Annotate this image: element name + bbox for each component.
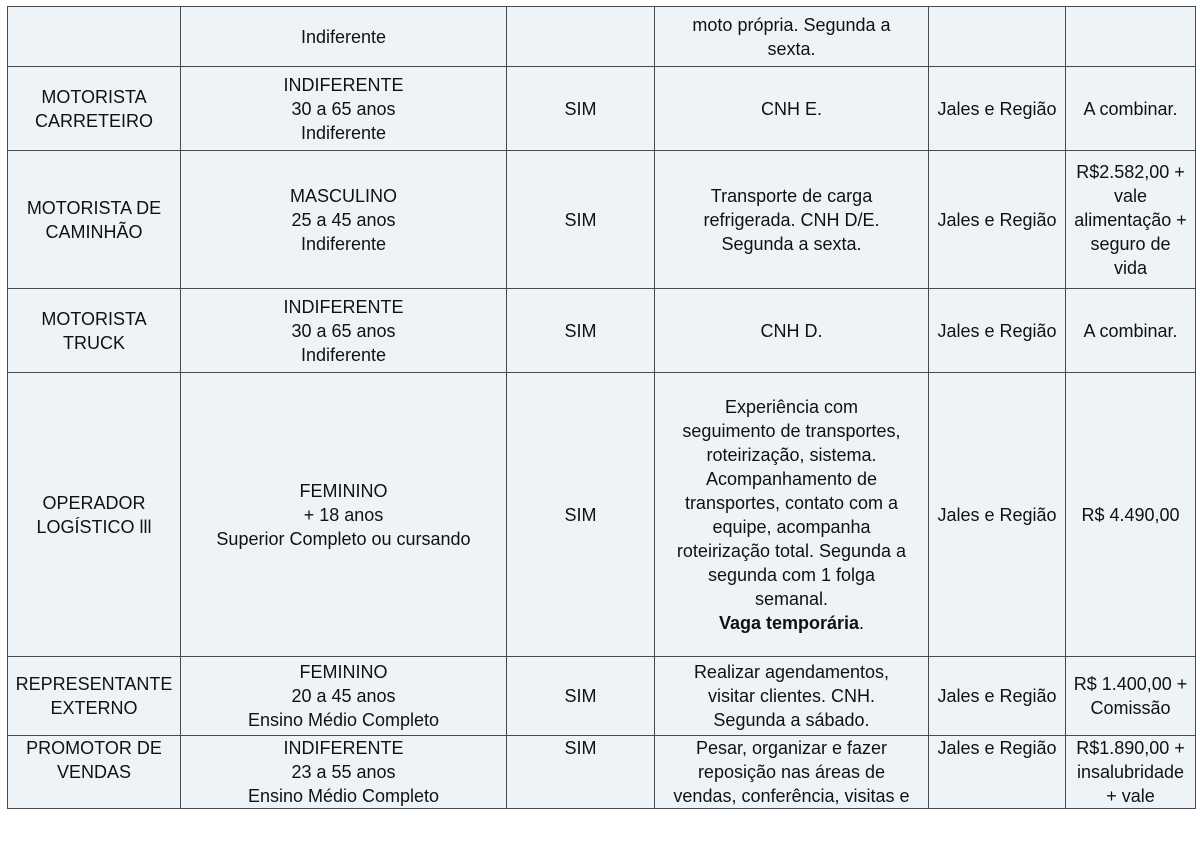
cell-line: INDIFERENTE	[283, 738, 404, 758]
cell-line: Jales e Região	[937, 738, 1057, 758]
cell-line: R$1.890,00 +	[1076, 738, 1185, 758]
cell-line: Jales e Região	[937, 686, 1057, 706]
cell-line: roteirização total. Segunda a	[676, 540, 907, 561]
details-cell	[655, 289, 929, 373]
cell-line: INDIFERENTE	[283, 296, 404, 317]
cnh-required-cell	[507, 7, 655, 67]
cell-line: INDIFERENTE	[283, 74, 404, 95]
profile-cell	[181, 373, 507, 657]
details-cell	[655, 373, 929, 657]
cell-line: Segunda a sexta.	[721, 233, 862, 254]
cell-line: CNH E.	[760, 98, 822, 119]
cell-line: CNH D.	[760, 320, 823, 341]
location-cell	[929, 289, 1066, 373]
cell-line: Indiferente	[300, 122, 387, 143]
cell-line: Jales e Região	[937, 209, 1057, 230]
cell-line: R$2.582,00 +	[1076, 161, 1185, 182]
cnh-required-cell	[507, 151, 655, 289]
details-cell	[655, 736, 929, 809]
cell-line: + 18 anos	[303, 504, 384, 525]
bold-text: Vaga temporária	[718, 612, 860, 633]
job-title-cell	[8, 67, 181, 151]
cell-line: MOTORISTA	[41, 308, 147, 329]
cell-line: roteirização, sistema.	[706, 444, 877, 465]
cell-line: Superior Completo ou cursando	[216, 528, 471, 549]
cell-line: Indiferente	[300, 233, 387, 254]
cell-line: 30 a 65 anos	[291, 98, 396, 119]
cell-line: insalubridade	[1076, 762, 1185, 782]
profile-cell	[181, 657, 507, 736]
cell-line: Indiferente	[300, 344, 387, 365]
cell-line: seguimento de transportes,	[682, 420, 901, 441]
cell-line: reposição nas áreas de	[697, 762, 886, 782]
salary-cell	[1066, 657, 1196, 736]
cell-line: SIM	[564, 504, 597, 525]
job-title-cell	[8, 736, 181, 809]
cnh-required-cell	[507, 289, 655, 373]
cell-line: SIM	[564, 98, 597, 119]
cell-line: REPRESENTANTE	[15, 674, 173, 694]
cnh-required-cell	[507, 373, 655, 657]
cell-line: vendas, conferência, visitas e	[673, 786, 910, 806]
cell-line: Acompanhamento de	[705, 468, 878, 489]
job-title-cell	[8, 373, 181, 657]
location-cell	[929, 7, 1066, 67]
cell-line: CAMINHÃO	[45, 221, 143, 242]
cell-line: Pesar, organizar e fazer	[695, 738, 888, 758]
cell-line: FEMININO	[299, 662, 388, 682]
table-row	[8, 7, 1196, 67]
cell-line: R$ 1.400,00 +	[1073, 674, 1188, 694]
cell-line: Segunda a sábado.	[713, 710, 870, 730]
cell-line: transportes, contato com a	[684, 492, 899, 513]
cell-line: FEMININO	[299, 480, 388, 501]
cell-line: MOTORISTA	[41, 86, 147, 107]
cell-line: A combinar.	[1083, 98, 1178, 119]
location-cell	[929, 67, 1066, 151]
cell-line: equipe, acompanha	[712, 516, 871, 537]
cell-line: alimentação +	[1074, 209, 1187, 230]
location-cell	[929, 657, 1066, 736]
table-row	[8, 151, 1196, 289]
cnh-required-cell	[507, 657, 655, 736]
table-row	[8, 373, 1196, 657]
cell-line: + vale	[1106, 786, 1155, 806]
cell-line: MASCULINO	[289, 185, 397, 206]
location-cell	[929, 736, 1066, 809]
cell-line: seguro de	[1090, 233, 1171, 254]
text: .	[859, 612, 865, 633]
cell-line: segunda com 1 folga	[707, 564, 876, 585]
cell-line: SIM	[564, 686, 597, 706]
cell-line: Ensino Médio Completo	[247, 786, 440, 806]
cell-line: refrigerada. CNH D/E.	[703, 209, 880, 230]
location-cell	[929, 373, 1066, 657]
cell-line: Indiferente	[300, 26, 387, 47]
salary-cell	[1066, 7, 1196, 67]
profile-cell	[181, 736, 507, 809]
cell-line: moto própria. Segunda a	[692, 14, 891, 35]
salary-cell	[1066, 289, 1196, 373]
cnh-required-cell	[507, 736, 655, 809]
cell-line: PROMOTOR DE	[26, 738, 162, 758]
cell-line: LOGÍSTICO lll	[36, 516, 152, 537]
profile-cell	[181, 67, 507, 151]
cell-line: sexta.	[767, 38, 816, 59]
cell-line	[657, 611, 926, 635]
salary-cell	[1066, 736, 1196, 809]
cell-line: Comissão	[1090, 698, 1171, 718]
profile-cell	[181, 151, 507, 289]
cell-line: visitar clientes. CNH.	[707, 686, 876, 706]
cell-line: Jales e Região	[937, 320, 1057, 341]
job-title-cell	[8, 657, 181, 736]
details-cell	[655, 657, 929, 736]
salary-cell	[1066, 67, 1196, 151]
cell-line: semanal.	[754, 588, 829, 609]
cnh-required-cell	[507, 67, 655, 151]
cell-line: 25 a 45 anos	[291, 209, 396, 230]
details-cell	[655, 67, 929, 151]
cell-line: vida	[1113, 257, 1148, 278]
cell-line: Realizar agendamentos,	[693, 662, 890, 682]
cell-line: 20 a 45 anos	[291, 686, 396, 706]
table-row	[8, 736, 1196, 809]
details-cell	[655, 151, 929, 289]
details-cell	[655, 7, 929, 67]
job-title-cell	[8, 289, 181, 373]
cell-line: MOTORISTA DE	[26, 197, 162, 218]
cell-line: A combinar.	[1083, 320, 1178, 341]
cell-line: SIM	[564, 738, 597, 758]
job-title-cell	[8, 151, 181, 289]
cell-line: VENDAS	[56, 762, 132, 782]
cell-line: TRUCK	[63, 332, 125, 353]
salary-cell	[1066, 151, 1196, 289]
cell-line: Ensino Médio Completo	[247, 710, 440, 730]
cell-line: Transporte de carga	[710, 185, 873, 206]
table-row	[8, 67, 1196, 151]
salary-cell	[1066, 373, 1196, 657]
location-cell	[929, 151, 1066, 289]
job-listings-table	[7, 6, 1196, 809]
table-row	[8, 657, 1196, 736]
job-title-cell	[8, 7, 181, 67]
cell-line: Experiência com	[724, 396, 859, 417]
cell-line: SIM	[564, 320, 597, 341]
profile-cell	[181, 289, 507, 373]
cell-line: 23 a 55 anos	[291, 762, 396, 782]
profile-cell	[181, 7, 507, 67]
cell-line: 30 a 65 anos	[291, 320, 396, 341]
cell-line: SIM	[564, 209, 597, 230]
cell-line: CARRETEIRO	[34, 110, 153, 131]
cell-line: Jales e Região	[937, 504, 1057, 525]
cell-line: OPERADOR	[42, 492, 146, 513]
cell-line: vale	[1113, 185, 1148, 206]
cell-line: Jales e Região	[937, 98, 1057, 119]
cell-line: EXTERNO	[50, 698, 138, 718]
cell-line: R$ 4.490,00	[1081, 504, 1180, 525]
table-row	[8, 289, 1196, 373]
